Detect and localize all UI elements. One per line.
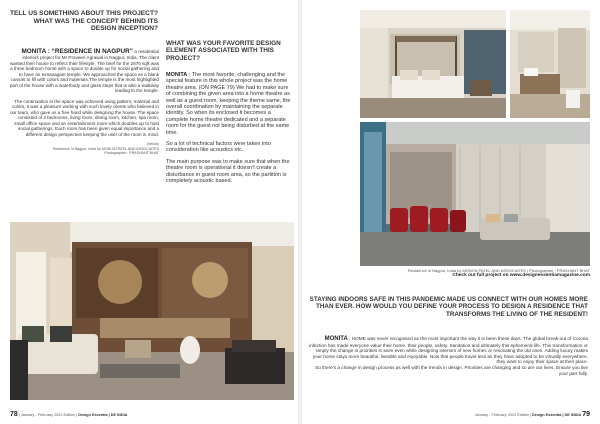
speaker-name: MONITA [324,336,348,342]
answer-pandemic-text: : HOME was never recognised as the most important the way it is been these days. The global break-out of Corona infection has made everyone value their home, their people, safety. Sanitation and ultimately this ephemeral life. This transformation or simply the change in priorities is seen even while designing interiors of new homes or renovating the old ones. Adding luxury makes your home stays more beautiful, liveable and enjoyable. Now that people travel less as they have adopted to be virtually everywhere, they want to enjoy their space at their place. [309,336,588,365]
magazine-brand: Design Essentia | DE INDIA [78,413,128,417]
page-gutter [298,0,302,424]
bathroom-photo [510,10,590,118]
living-room-photo [10,222,294,400]
photo-caption: (below) Residence in Nagpur, India by MONITA PATEL AND ASSOCIATES Photographer : PRASHANT BHAT [52,142,159,155]
answer-favorite-text: : The most favorite, challenging and the special feature in this whole project was the home theatre area. (ON PAGE 79) We had to make sure of combining the given area into a home theatre as well as a guest room, keeping the theme same, the overall coordination by maintaining the separate identity. So when its enclosed it becomes a complete home theatre dedicated and a separate room for the guest not being disturbed at the same time. [166,72,291,136]
answer-concept-text: a residential interiors project for Mr Praveen Agrawal in Nagpur, India. The client wanted their house to reflect their lifestyle. The brief for the 2670 sqft was a three bedroom home with a space to double up for social gathering and to have an extravagant temple. We approached the space as a blank canvas to fill with colors and materials.The temple is the most highlighted part of the house with a waterbody and glass steps that is also a walkway leading to the temple. [9,49,159,94]
answer-pandemic-para2: So there's a change in design process as well with the trends in design. Priorities are changing and so are our lives. Ensure you live your part fully. [315,364,588,376]
magazine-brand: Design Essentia | DE INDIA [531,413,582,417]
project-link[interactable]: Check out full project on www.designessentiamagazine.com [452,273,590,278]
question-favorite: WHAT WAS YOUR FAVORITE DESIGN ELEMENT ASSOCIATED WITH THIS PROJECT? [166,40,281,62]
answer-favorite-para3: The main purpose was to make sure that when the theatre room is operational it doesn't create a disturbance in guest room area, so the partition is completely acoustic based. [166,158,290,185]
photo-credit: Residence in Nagpur, India by MONITA PATEL AND ASSOCIATES | Photographer : PRASHANT BHAT Check out full project on www.designessentiamagazine.com [336,268,590,278]
folio-right: January - February 2022 Edition | Design Essentia | DE INDIA 79 [474,411,590,418]
answer-favorite-column [166,72,294,190]
question-pandemic: STAYING INDOORS SAFE IN THIS PANDEMIC MADE US CONNECT WITH OUR HOMES MORE THAN EVER. HOW WOULD YOU DEFINE YOUR PROCESS TO DESIGN A RESIDENCE THAT TRANSFORMS THE LIVING OF THE RESIDENT! [309,296,588,318]
project-name: “RESIDENCE IN NAGPUR” [51,48,133,55]
answer-favorite-para2: So a lot of technical factors were taken into consideration like acoustics etc. [166,141,271,154]
answer-concept-column: MONITA : “RESIDENCE IN NAGPUR” a residential interiors project for Mr Praveen Agrawal in Nagpur, India. The client wanted their house to reflect their lifestyle. The brief for the 2670 sqft was a three bedroom home with a space to double up for social gathering and to have an extravagant temple. We approached the space as a blank canvas to fill with colors and materials.The temple is the most highlighted part of the house with a waterbody and glass steps that is also a walkway leading to the temple. The continuation in the space was achieved using pattern, material and colors, it was a pleasure working with such lovely clients who believed in our team, who gave us a free hand while designing the house. The space consisted of 3 bedrooms, living room, dining room, kitchen, spa room, small office space and an entertainment room which doubles up to host social gatherings. Each room has been given equal importance and a different design perspective keeping the user of the room in mind. (below) Residence in Nagpur, India by MONITA PATEL AND ASSOCIATES Photographer : PRASHANT BHAT [9,48,159,155]
answer-pandemic-column [308,336,588,376]
speaker-name: MONITA [166,72,188,78]
page-number: 78 [10,411,18,418]
folio-left: 78 | January - February 2022 Edition | Design Essentia | DE INDIA [10,411,128,418]
speaker-name: MONITA [21,48,46,55]
home-theatre-photo [360,122,590,266]
answer-concept-para2: The continuation in the space was achieved using pattern, material and colors, it was a pleasure working with such lovely clients who believed in our team, who gave us a free hand while designing the house. The space consisted of 3 bedrooms, living room, dining room, kitchen, spa room, small office space and an entertainment room which doubles up to host social gatherings. Each room has been given equal importance and a different design perspective keeping the user of the room in mind. [9,98,159,137]
page-number: 79 [582,411,590,418]
question-concept: TELL US SOMETHING ABOUT THIS PROJECT? WHAT WAS THE CONCEPT BEHIND ITS DESIGN INCEPTION? [10,10,158,33]
bedroom-photo [360,10,506,118]
